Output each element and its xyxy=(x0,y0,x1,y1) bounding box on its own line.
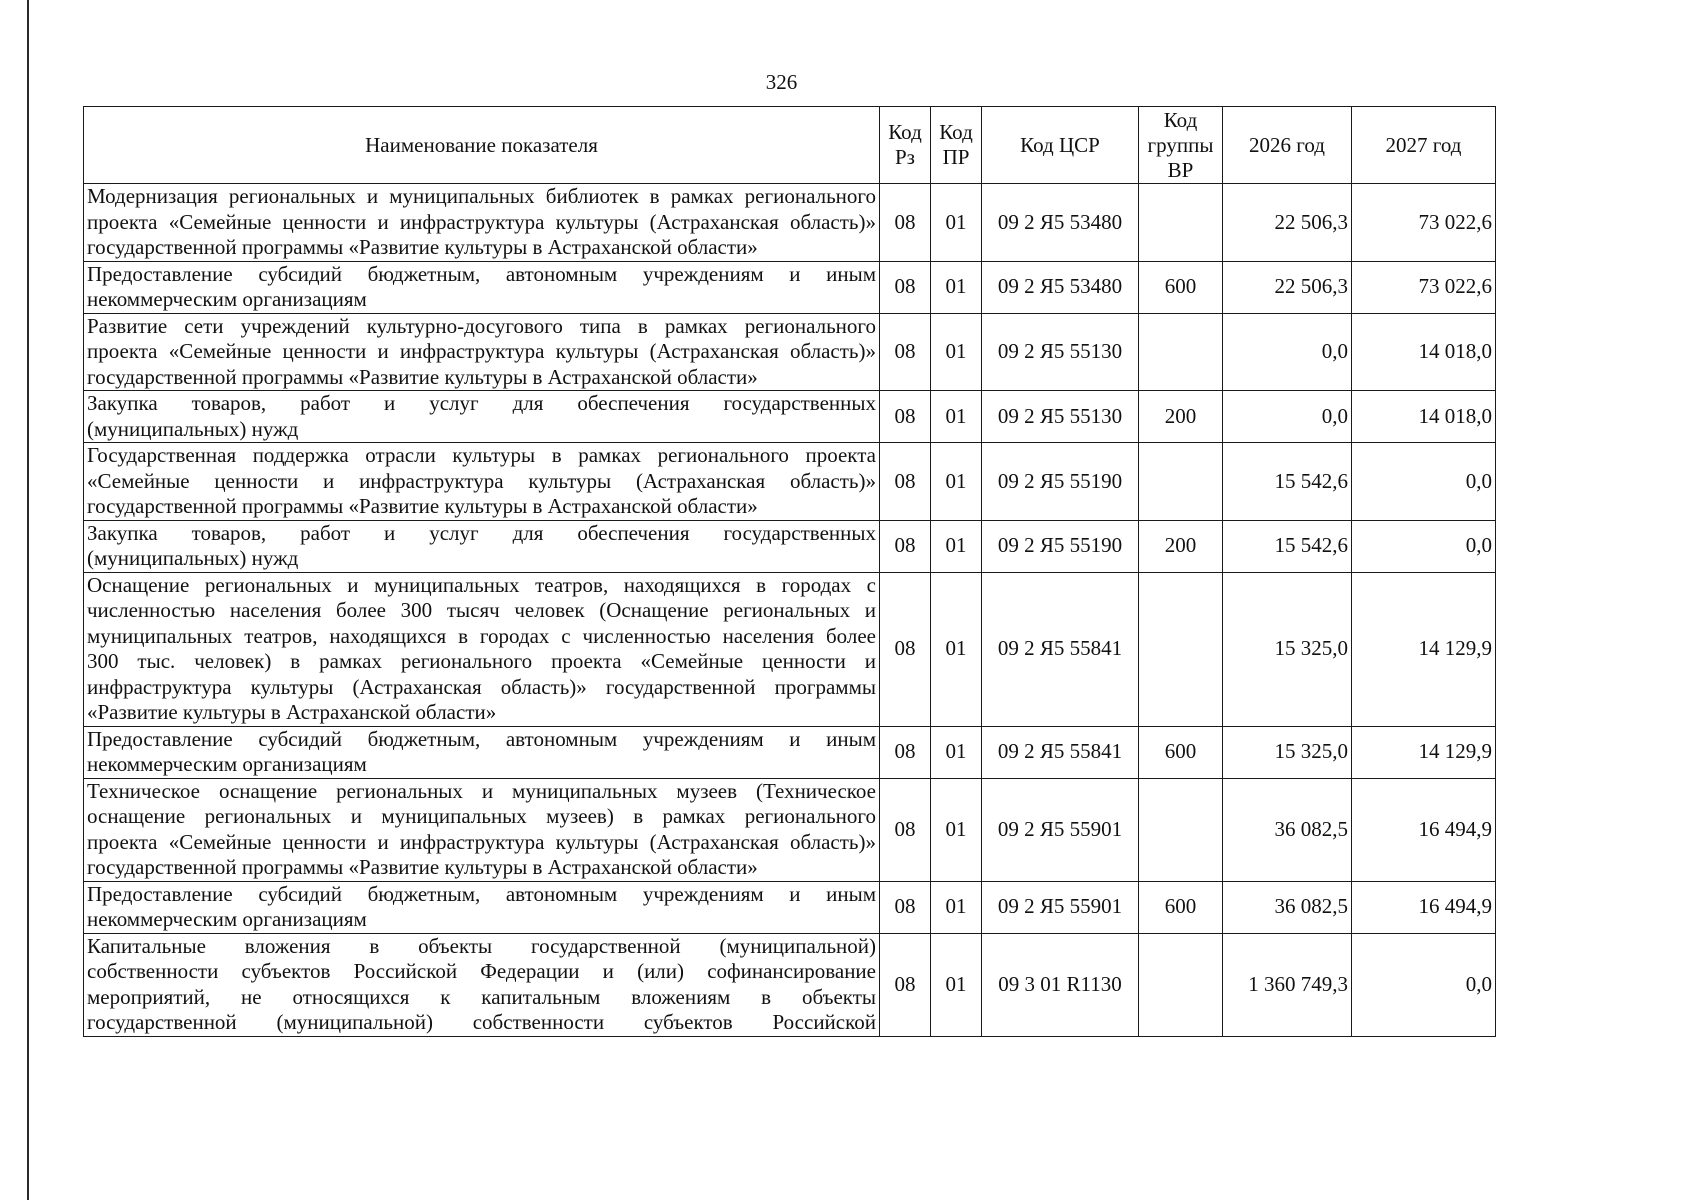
name-line: проекта «Семейные ценности и инфраструктура культуры (Астраханская область)» xyxy=(87,209,876,234)
cell-y2026: 36 082,5 xyxy=(1223,778,1352,881)
cell-y2027: 14 129,9 xyxy=(1352,726,1496,778)
cell-pr: 01 xyxy=(931,520,982,572)
cell-csr: 09 2 Я5 55130 xyxy=(982,391,1139,443)
cell-csr: 09 2 Я5 55901 xyxy=(982,881,1139,933)
name-line: Государственная поддержка отрасли культуры в рамках регионального проекта xyxy=(87,443,876,467)
table-row xyxy=(84,520,1496,572)
cell-vr xyxy=(1139,313,1223,391)
cell-name xyxy=(84,778,880,881)
table-row xyxy=(84,313,1496,391)
cell-y2027: 0,0 xyxy=(1352,443,1496,521)
cell-name xyxy=(84,881,880,933)
cell-y2027: 73 022,6 xyxy=(1352,184,1496,262)
name-line: государственной программы «Развитие культуры в Астраханской области» xyxy=(87,855,758,879)
cell-y2026: 15 325,0 xyxy=(1223,726,1352,778)
cell-csr: 09 3 01 R1130 xyxy=(982,933,1139,1036)
cell-csr: 09 2 Я5 55130 xyxy=(982,313,1139,391)
cell-vr: 600 xyxy=(1139,261,1223,313)
cell-pr: 01 xyxy=(931,184,982,262)
cell-csr: 09 2 Я5 53480 xyxy=(982,184,1139,262)
cell-y2027: 0,0 xyxy=(1352,933,1496,1036)
cell-vr: 600 xyxy=(1139,881,1223,933)
header-2026: 2026 год xyxy=(1223,107,1352,184)
name-line: Предоставление субсидий бюджетным, автономным учреждениям и иным xyxy=(87,261,876,286)
table-row xyxy=(84,778,1496,881)
cell-y2026: 15 542,6 xyxy=(1223,520,1352,572)
table-row xyxy=(84,443,1496,521)
cell-y2027: 14 129,9 xyxy=(1352,572,1496,726)
cell-csr: 09 2 Я5 53480 xyxy=(982,261,1139,313)
name-line: Модернизация региональных и муниципальных библиотек в рамках регионального xyxy=(87,184,876,208)
name-line: государственной (муниципальной) собственности субъектов Российской xyxy=(87,1010,876,1034)
cell-y2026: 0,0 xyxy=(1223,313,1352,391)
cell-y2027: 73 022,6 xyxy=(1352,261,1496,313)
cell-y2026: 1 360 749,3 xyxy=(1223,933,1352,1036)
cell-y2026: 15 542,6 xyxy=(1223,443,1352,521)
name-line: государственной программы «Развитие культуры в Астраханской области» xyxy=(87,364,758,389)
name-line: муниципальных театров, находящихся в городах с численностью населения более xyxy=(87,623,876,648)
name-line: проекта «Семейные ценности и инфраструктура культуры (Астраханская область)» xyxy=(87,829,876,854)
cell-y2026: 0,0 xyxy=(1223,391,1352,443)
name-line: проекта «Семейные ценности и инфраструктура культуры (Астраханская область)» xyxy=(87,339,876,363)
cell-name xyxy=(84,261,880,313)
cell-pr: 01 xyxy=(931,778,982,881)
cell-name xyxy=(84,520,880,572)
cell-name xyxy=(84,443,880,521)
cell-name xyxy=(84,572,880,726)
cell-vr: 200 xyxy=(1139,520,1223,572)
cell-y2026: 22 506,3 xyxy=(1223,184,1352,262)
cell-pr: 01 xyxy=(931,443,982,521)
cell-rz: 08 xyxy=(880,933,931,1036)
name-line: государственной программы «Развитие культуры в Астраханской области» xyxy=(87,494,758,518)
name-line: «Развитие культуры в Астраханской области» xyxy=(87,700,497,724)
cell-rz: 08 xyxy=(880,726,931,778)
name-line: оснащение региональных и муниципальных музеев) в рамках регионального xyxy=(87,804,876,828)
cell-csr: 09 2 Я5 55190 xyxy=(982,520,1139,572)
header-csr: Код ЦСР xyxy=(982,107,1139,184)
cell-y2027: 16 494,9 xyxy=(1352,881,1496,933)
cell-pr: 01 xyxy=(931,881,982,933)
cell-pr: 01 xyxy=(931,391,982,443)
cell-y2026: 22 506,3 xyxy=(1223,261,1352,313)
cell-y2026: 15 325,0 xyxy=(1223,572,1352,726)
cell-pr: 01 xyxy=(931,313,982,391)
table-row xyxy=(84,261,1496,313)
cell-rz: 08 xyxy=(880,184,931,262)
cell-rz: 08 xyxy=(880,881,931,933)
cell-name xyxy=(84,313,880,391)
header-2027: 2027 год xyxy=(1352,107,1496,184)
cell-name xyxy=(84,726,880,778)
name-line: Оснащение региональных и муниципальных театров, находящихся в городах с xyxy=(87,572,876,597)
name-line: Капитальные вложения в объекты государственной (муниципальной) xyxy=(87,933,876,958)
name-line: (муниципальных) нужд xyxy=(87,546,299,570)
table-row xyxy=(84,184,1496,262)
table-header-row xyxy=(84,107,1496,184)
cell-name xyxy=(84,933,880,1036)
binding-edge-line xyxy=(27,0,29,1200)
cell-csr: 09 2 Я5 55901 xyxy=(982,778,1139,881)
name-line: Закупка товаров, работ и услуг для обеспечения государственных xyxy=(87,520,876,545)
cell-rz: 08 xyxy=(880,391,931,443)
name-line: некоммерческим организациям xyxy=(87,752,367,776)
cell-vr xyxy=(1139,443,1223,521)
table-row xyxy=(84,572,1496,726)
cell-pr: 01 xyxy=(931,933,982,1036)
name-line: государственной программы «Развитие культуры в Астраханской области» xyxy=(87,235,758,259)
table-row xyxy=(84,726,1496,778)
cell-y2027: 0,0 xyxy=(1352,520,1496,572)
name-line: Закупка товаров, работ и услуг для обеспечения государственных xyxy=(87,391,876,415)
cell-pr: 01 xyxy=(931,726,982,778)
cell-rz: 08 xyxy=(880,778,931,881)
cell-vr xyxy=(1139,184,1223,262)
page-number: 326 xyxy=(765,70,798,94)
cell-csr: 09 2 Я5 55841 xyxy=(982,726,1139,778)
cell-vr xyxy=(1139,778,1223,881)
cell-rz: 08 xyxy=(880,261,931,313)
cell-csr: 09 2 Я5 55190 xyxy=(982,443,1139,521)
cell-rz: 08 xyxy=(880,443,931,521)
cell-rz: 08 xyxy=(880,572,931,726)
cell-y2027: 14 018,0 xyxy=(1352,391,1496,443)
table-row xyxy=(84,391,1496,443)
table-body xyxy=(84,184,1496,1037)
name-line: (муниципальных) нужд xyxy=(87,416,299,441)
name-line: инфраструктура культуры (Астраханская область)» государственной программы xyxy=(87,674,876,699)
budget-table xyxy=(83,106,1496,1037)
name-line: некоммерческим организациям xyxy=(87,907,367,931)
cell-y2026: 36 082,5 xyxy=(1223,881,1352,933)
cell-rz: 08 xyxy=(880,313,931,391)
name-line: 300 тыс. человек) в рамках регионального проекта «Семейные ценности и xyxy=(87,649,876,673)
name-line: мероприятий, не относящихся к капитальным вложениям в объекты xyxy=(87,984,876,1009)
cell-vr: 600 xyxy=(1139,726,1223,778)
header-vr: Код группы ВР xyxy=(1139,107,1223,184)
header-name: Наименование показателя xyxy=(84,107,880,184)
name-line: Развитие сети учреждений культурно-досугового типа в рамках регионального xyxy=(87,313,876,338)
cell-y2027: 14 018,0 xyxy=(1352,313,1496,391)
table-row xyxy=(84,933,1496,1036)
name-line: «Семейные ценности и инфраструктура культуры (Астраханская область)» xyxy=(87,468,876,493)
cell-pr: 01 xyxy=(931,261,982,313)
cell-vr xyxy=(1139,572,1223,726)
cell-name xyxy=(84,184,880,262)
cell-name xyxy=(84,391,880,443)
cell-vr: 200 xyxy=(1139,391,1223,443)
header-pr: Код ПР xyxy=(931,107,982,184)
cell-y2027: 16 494,9 xyxy=(1352,778,1496,881)
name-line: Предоставление субсидий бюджетным, автономным учреждениям и иным xyxy=(87,726,876,751)
header-rz: Код Рз xyxy=(880,107,931,184)
table-row xyxy=(84,881,1496,933)
cell-pr: 01 xyxy=(931,572,982,726)
cell-csr: 09 2 Я5 55841 xyxy=(982,572,1139,726)
name-line: численностью населения более 300 тысяч человек (Оснащение региональных и xyxy=(87,598,876,622)
name-line: Техническое оснащение региональных и муниципальных музеев (Техническое xyxy=(87,778,876,803)
cell-vr xyxy=(1139,933,1223,1036)
name-line: Предоставление субсидий бюджетным, автономным учреждениям и иным xyxy=(87,881,876,906)
name-line: некоммерческим организациям xyxy=(87,287,367,311)
cell-rz: 08 xyxy=(880,520,931,572)
name-line: собственности субъектов Российской Федерации и (или) софинансирование xyxy=(87,959,876,983)
